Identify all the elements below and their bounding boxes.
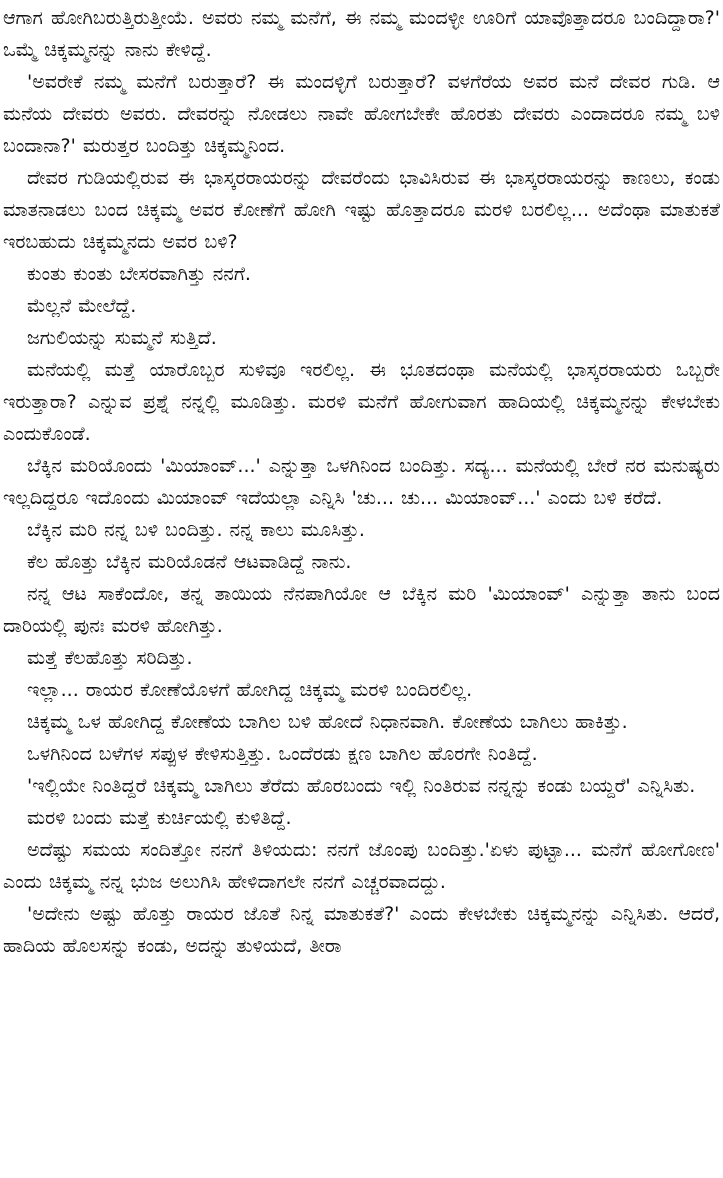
- paragraph: ದೇವರ ಗುಡಿಯಲ್ಲಿರುವ ಈ ಭಾಸ್ಕರರಾಯರನ್ನು ದೇವರೆಂದು ಭಾವಿಸಿರುವ ಈ ಭಾಸ್ಕರರಾಯರನ್ನು ಕಾಣಲು, ಕಂಡು ಮಾತನಾಡಲು ಬಂದ ಚಿಕ್ಕಮ್ಮ ಅವರ ಕೋಣೆಗೆ ಹೋಗಿ ಇಷ್ಟು ಹೊತ್ತಾದರೂ ಮರಳಿ ಬರಲಿಲ್ಲ... ಅದೆಂಥಾ ಮಾತುಕತೆ ಇರಬಹುದು ಚಿಕ್ಕಮ್ಮನದು ಅವರ ಬಳಿ?: [3, 167, 720, 253]
- paragraph: ಚಿಕ್ಕಮ್ಮ ಒಳ ಹೋಗಿದ್ದ ಕೋಣೆಯ ಬಾಗಿಲ ಬಳಿ ಹೋದೆ ನಿಧಾನವಾಗಿ. ಕೋಣೆಯ ಬಾಗಿಲು ಹಾಕಿತ್ತು.: [27, 711, 628, 733]
- paragraph: ಬೆಕ್ಕಿನ ಮರಿಯೊಂದು 'ಮಿಯಾಂವ್...' ಎನ್ನುತ್ತಾ ಒಳಗಿನಿಂದ ಬಂದಿತ್ತು. ಸದ್ಯ... ಮನೆಯಲ್ಲಿ ಬೇರೆ ನರ ಮನುಷ್ಯರು ಇಲ್ಲದಿದ್ದರೂ ಇದೊಂದು ಮಿಯಾಂವ್ ಇದೆಯಲ್ಲಾ ಎನ್ನಿಸಿ 'ಚು... ಚು... ಮಿಯಾಂವ್...' ಎಂದು ಬಳಿ ಕರೆದೆ.: [3, 455, 720, 509]
- paragraph: 'ಅವರೇಕೆ ನಮ್ಮ ಮನೆಗೆ ಬರುತ್ತಾರೆ? ಈ ಮಂದಳ್ಳಿಗೆ ಬರುತ್ತಾರೆ? ವಳಗೆರೆಯ ಅವರ ಮನೆ ದೇವರ ಗುಡಿ. ಆ ಮನೆಯ ದೇವರು ಅವರು. ದೇವರನ್ನು ನೋಡಲು ನಾವೇ ಹೋಗಬೇಕೇ ಹೊರತು ದೇವರು ಎಂದಾದರೂ ನಮ್ಮ ಬಳಿ ಬಂದಾನಾ?' ಮರುತ್ತರ ಬಂದಿತ್ತು ಚಿಕ್ಕಮ್ಮನಿಂದ.: [3, 71, 720, 157]
- paragraph: ಜಗುಲಿಯನ್ನು ಸುಮ್ಮನೆ ಸುತ್ತಿದೆ.: [27, 327, 217, 349]
- paragraph: ಮೆಲ್ಲನೆ ಮೇಲೆದ್ದೆ.: [27, 295, 137, 317]
- paragraph: ಮನೆಯಲ್ಲಿ ಮತ್ತೆ ಯಾರೊಬ್ಬರ ಸುಳಿವೂ ಇರಲಿಲ್ಲ. ಈ ಭೂತದಂಥಾ ಮನೆಯಲ್ಲಿ ಭಾಸ್ಕರರಾಯರು ಒಬ್ಬರೇ ಇರುತ್ತಾರಾ? ಎನ್ನುವ ಪ್ರಶ್ನೆ ನನ್ನಲ್ಲಿ ಮೂಡಿತ್ತು. ಮರಳಿ ಮನೆಗೆ ಹೋಗುವಾಗ ಹಾದಿಯಲ್ಲಿ ಚಿಕ್ಕಮ್ಮನನ್ನು ಕೇಳಬೇಕು ಎಂದುಕೊಂಡೆ.: [3, 359, 720, 445]
- paragraph: ಕೆಲ ಹೊತ್ತು ಬೆಕ್ಕಿನ ಮರಿಯೊಡನೆ ಆಟವಾಡಿದ್ದೆ ನಾನು.: [27, 551, 352, 573]
- paragraph: ನನ್ನ ಆಟ ಸಾಕೆಂದೋ, ತನ್ನ ತಾಯಿಯ ನೆನಪಾಗಿಯೋ ಆ ಬೆಕ್ಕಿನ ಮರಿ 'ಮಿಯಾಂವ್' ಎನ್ನುತ್ತಾ ತಾನು ಬಂದ ದಾರಿಯಲ್ಲಿ ಪುನಃ ಮರಳಿ ಹೋಗಿತ್ತು.: [3, 583, 720, 637]
- paragraph: ಅದೆಷ್ಟು ಸಮಯ ಸಂದಿತ್ತೋ ನನಗೆ ತಿಳಿಯದು: ನನಗೆ ಜೊಂಪು ಬಂದಿತ್ತು.'ಏಳು ಪುಟ್ಟಾ... ಮನೆಗೆ ಹೋಗೋಣ' ಎಂದು ಚಿಕ್ಕಮ್ಮ ನನ್ನ ಭುಜ ಅಲುಗಿಸಿ ಹೇಳಿದಾಗಲೇ ನನಗೆ ಎಚ್ಚರವಾದದ್ದು.: [3, 839, 720, 893]
- paragraph: ಮರಳಿ ಬಂದು ಮತ್ತೆ ಕುರ್ಚಿಯಲ್ಲಿ ಕುಳಿತಿದ್ದೆ.: [27, 807, 292, 829]
- paragraph: 'ಅದೇನು ಅಷ್ಟು ಹೊತ್ತು ರಾಯರ ಜೊತೆ ನಿನ್ನ ಮಾತುಕತೆ?' ಎಂದು ಕೇಳಬೇಕು ಚಿಕ್ಕಮ್ಮನನ್ನು ಎನ್ನಿಸಿತು. ಆದರೆ, ಹಾದಿಯ ಹೊಲಸನ್ನು ಕಂಡು, ಅದನ್ನು ತುಳಿಯದೆ, ತೀರಾ: [3, 903, 720, 957]
- paragraph: ಕುಂತು ಕುಂತು ಬೇಸರವಾಗಿತ್ತು ನನಗೆ.: [27, 263, 251, 285]
- paragraph: ಬೆಕ್ಕಿನ ಮರಿ ನನ್ನ ಬಳಿ ಬಂದಿತ್ತು. ನನ್ನ ಕಾಲು ಮೂಸಿತ್ತು.: [27, 519, 365, 541]
- paragraph: ಮತ್ತೆ ಕೆಲಹೊತ್ತು ಸರಿದಿತ್ತು.: [27, 647, 193, 669]
- paragraph: ಒಳಗಿನಿಂದ ಬಳೆಗಳ ಸಪ್ಪುಳ ಕೇಳಿಸುತ್ತಿತ್ತು. ಒಂದೆರಡು ಕ್ಷಣ ಬಾಗಿಲ ಹೊರಗೇ ನಿಂತಿದ್ದೆ.: [27, 743, 538, 765]
- paragraph: ಇಲ್ಲಾ... ರಾಯರ ಕೋಣೆಯೊಳಗೆ ಹೋಗಿದ್ದ ಚಿಕ್ಕಮ್ಮ ಮರಳಿ ಬಂದಿರಲಿಲ್ಲ.: [27, 679, 473, 701]
- paragraph: ಆಗಾಗ ಹೋಗಿಬರುತ್ತಿರುತ್ತೀಯೆ. ಅವರು ನಮ್ಮ ಮನೆಗೆ, ಈ ನಮ್ಮ ಮಂದಳ್ಳೀ ಊರಿಗೆ ಯಾವೊತ್ತಾದರೂ ಬಂದಿದ್ದಾರಾ?' ಒಮ್ಮೆ ಚಿಕ್ಕಮ್ಮನನ್ನು ನಾನು ಕೇಳಿದ್ದೆ.: [3, 7, 720, 61]
- paragraph: 'ಇಲ್ಲಿಯೇ ನಿಂತಿದ್ದರೆ ಚಿಕ್ಕಮ್ಮ ಬಾಗಿಲು ತೆರೆದು ಹೊರಬಂದು ಇಲ್ಲಿ ನಿಂತಿರುವ ನನ್ನನ್ನು ಕಂಡು ಬಯ್ದರೆ' ಎನ್ನಿಸಿತು.: [27, 775, 696, 797]
